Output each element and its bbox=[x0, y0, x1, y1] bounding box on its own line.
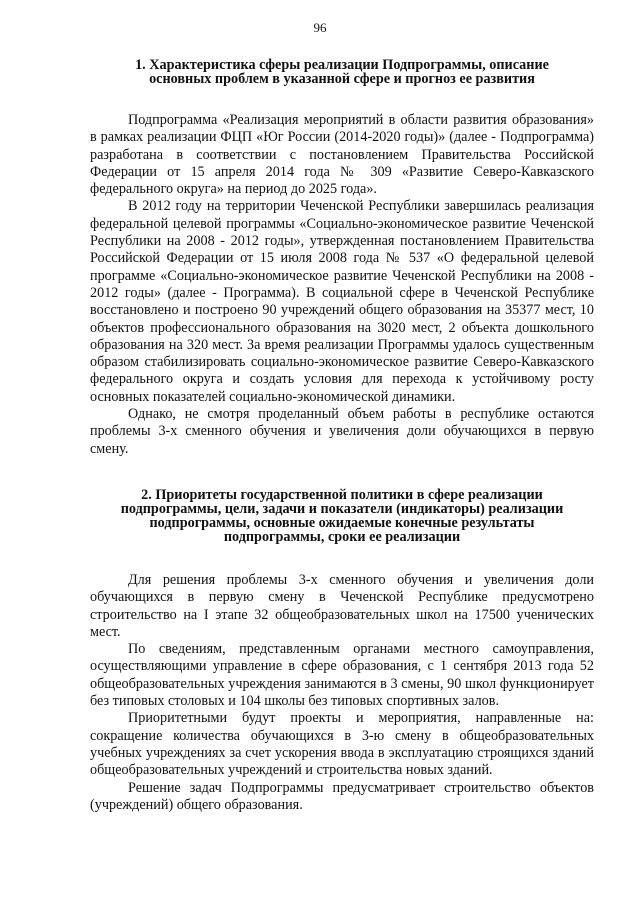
section-1-paragraph: В 2012 году на территории Чеченской Республики завершилась реализация федеральной целевой программы «Социально-экономическое развитие Чеченской Республики на 2008 - 2012 годы», утвержденная постановлением Правительства Российской Федерации от 15 июля 2008 года № 537 «О федеральной целевой программе «Социально-экономическое развитие Чеченской Республики на 2008 - 2012 годы» (далее - Программа). В социальной сфере в Чеченской Республике восстановлено и построено 90 учреждений общего образования на 35377 мест, 10 объектов профессионального образования на 3020 мест, 2 объекта дошкольного образования на 320 мест. За время реализации Программы удалось существенным образом стабилизировать социально-экономическое развитие Северо-Кавказского федерального округа и создать условия для перехода к устойчивому росту основных показателей социально-экономической динамики. bbox=[90, 198, 594, 405]
section-2-heading-line: подпрограммы, сроки ее реализации bbox=[223, 528, 461, 545]
section-1-heading bbox=[90, 58, 594, 86]
page-number: 96 bbox=[313, 20, 327, 35]
section-2-heading-line: подпрограммы, основные ожидаемые конечные результаты bbox=[149, 514, 535, 531]
section-2-paragraph: Решение задач Подпрограммы предусматривает строительство объектов (учреждений) общего образования. bbox=[90, 779, 594, 813]
section-1-heading-line: 1. Характеристика сферы реализации Подпрограммы, описание bbox=[135, 57, 549, 73]
section-1-paragraph: Однако, не смотря проделанный объем работы в республике остаются проблемы 3-х сменного обучения и увеличения доли обучающихся в первую смену. bbox=[90, 406, 594, 457]
section-1-paragraph: Подпрограмма «Реализация мероприятий в области развития образования» в рамках реализации ФЦП «Юг России (2014-2020 годы)» (далее - Подпрограмма) разработана в соответствии с постановлением Правительства Российской Федерации от 15 апреля 2014 года № 309 «Развитие Северо-Кавказского федерального округа» на период до 2025 года». bbox=[90, 112, 594, 198]
section-2-paragraph: Для решения проблемы 3-х сменного обучения и увеличения доли обучающихся в первую смену в Чеченской Республике предусмотрено строительство на I этапе 32 общеобразовательных школ на 17500 ученических мест. bbox=[90, 571, 594, 640]
section-2-heading-line: 2. Приоритеты государственной политики в сфере реализации bbox=[141, 486, 543, 503]
section-2-heading bbox=[90, 488, 594, 544]
section-2-paragraph: По сведениям, представленным органами местного самоуправления, осуществляющими управление в сфере образования, с 1 сентября 2013 года 52 общеобразовательных учреждения занимаются в 3 смены, 90 школ функционирует без типовых столовых и 104 школы без типовых спортивных залов. bbox=[90, 641, 594, 710]
section-1-heading-line: основных проблем в указанной сфере и прогноз ее развития bbox=[149, 71, 535, 87]
section-2-paragraph: Приоритетными будут проекты и мероприятия, направленные на: сокращение количества обучающихся в 3-ю смену в общеобразовательных учебных учреждениях за счет ускорения ввода в эксплуатацию строящихся зданий общеобразовательных учреждений и строительства новых зданий. bbox=[90, 710, 594, 779]
section-2-heading-line: подпрограммы, цели, задачи и показатели (индикаторы) реализации bbox=[120, 500, 564, 517]
document-body bbox=[90, 50, 594, 814]
